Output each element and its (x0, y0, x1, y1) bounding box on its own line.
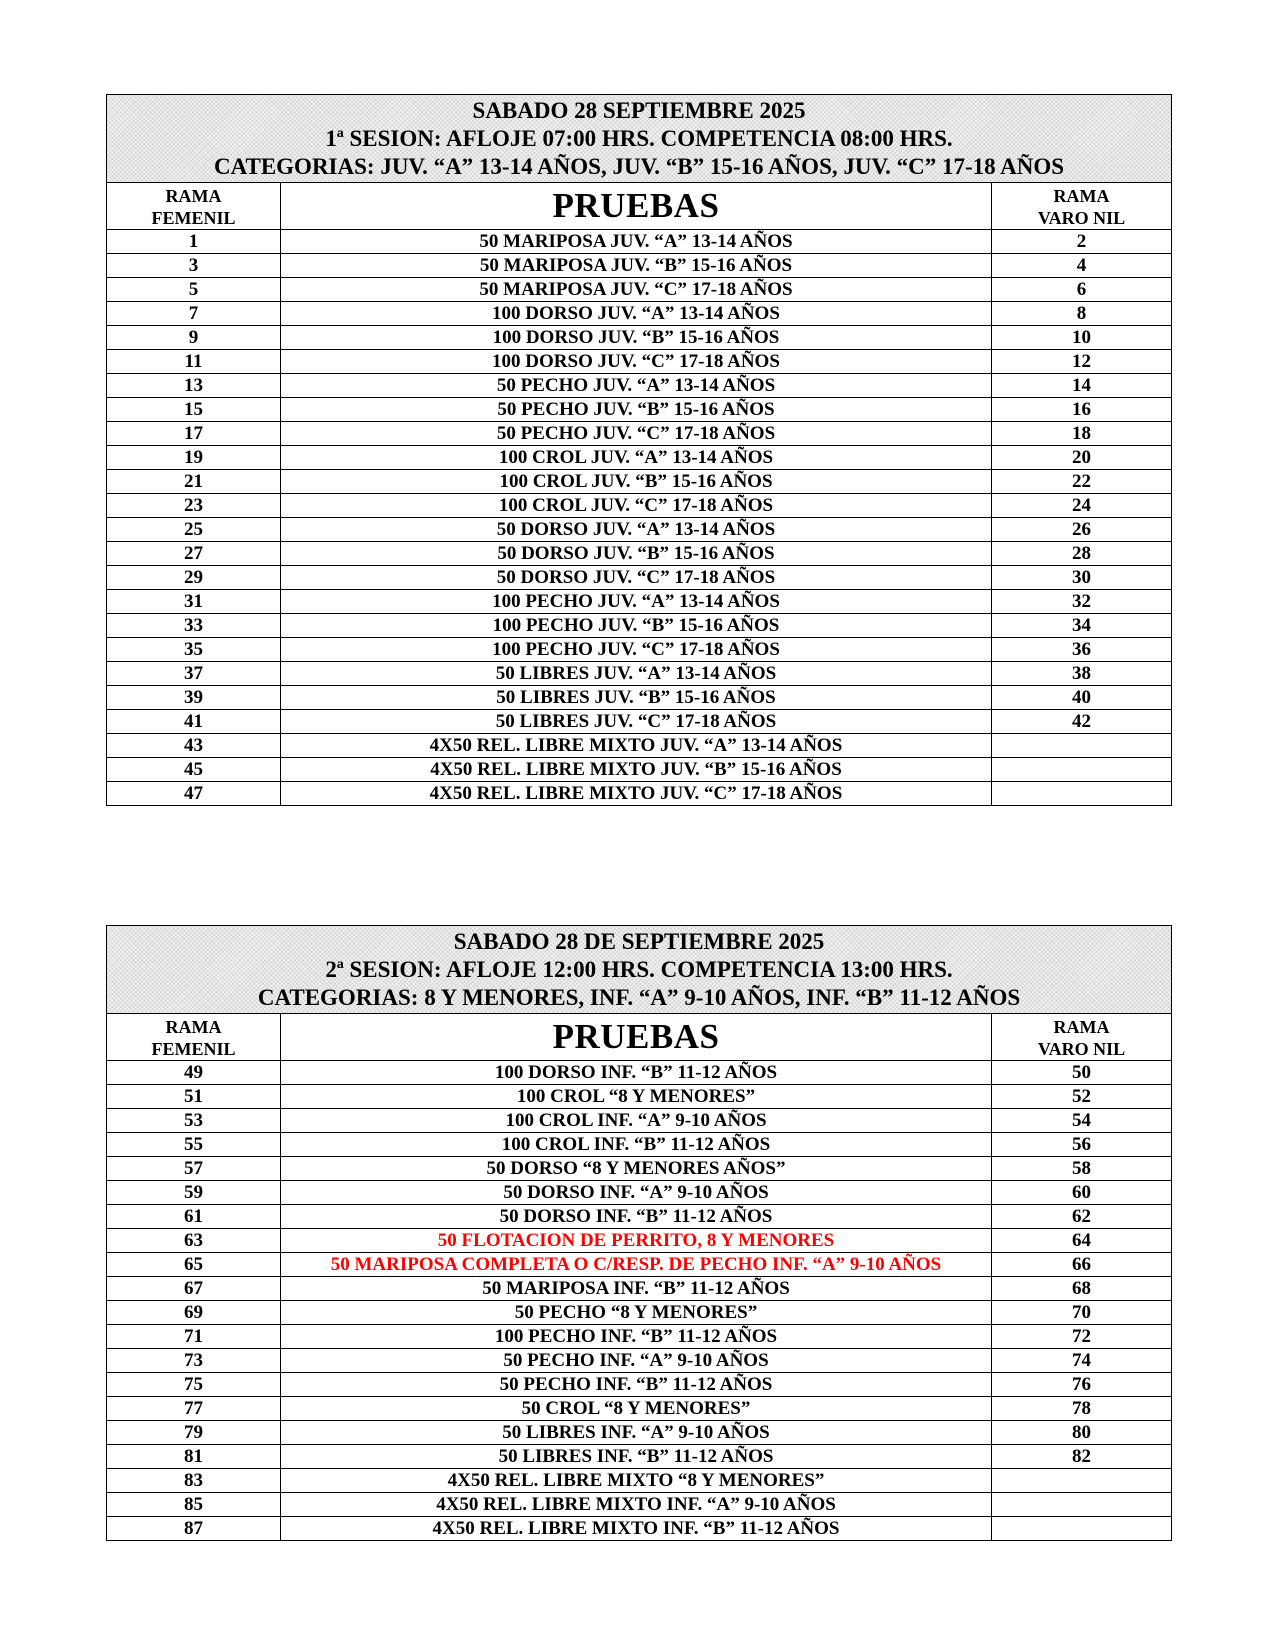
event-name: 50 DORSO JUV. “C” 17-18 AÑOS (281, 566, 992, 590)
event-name: 100 DORSO JUV. “A” 13-14 AÑOS (281, 302, 992, 326)
event-number-femenil: 37 (107, 662, 281, 686)
column-header-femenil-line1: RAMA (165, 1017, 222, 1037)
event-number-femenil: 45 (107, 758, 281, 782)
event-number-femenil: 63 (107, 1229, 281, 1253)
event-number-varonil: 40 (991, 686, 1171, 710)
table-row (107, 614, 1172, 638)
event-number-varonil: 28 (991, 542, 1171, 566)
table-row (107, 542, 1172, 566)
event-name: 50 PECHO JUV. “C” 17-18 AÑOS (281, 422, 992, 446)
event-name: 50 MARIPOSA INF. “B” 11-12 AÑOS (281, 1277, 992, 1301)
column-header-femenil-line2: FEMENIL (151, 1039, 236, 1059)
table-row (107, 1301, 1172, 1325)
event-name: 100 CROL INF. “B” 11-12 AÑOS (281, 1133, 992, 1157)
event-number-varonil: 22 (991, 470, 1171, 494)
event-number-femenil: 59 (107, 1181, 281, 1205)
table-row (107, 494, 1172, 518)
session-1-categories: CATEGORIAS: JUV. “A” 13-14 AÑOS, JUV. “B” 15-16 AÑOS, JUV. “C” 17-18 AÑOS (213, 153, 1065, 179)
event-number-varonil (991, 782, 1171, 806)
event-number-varonil: 32 (991, 590, 1171, 614)
event-number-varonil (992, 1517, 1172, 1541)
table-row (107, 1253, 1172, 1277)
event-number-femenil: 33 (107, 614, 281, 638)
column-header-varonil-line1: RAMA (1053, 1017, 1110, 1037)
table-row (107, 1469, 1172, 1493)
event-number-varonil: 20 (991, 446, 1171, 470)
table-row (107, 566, 1172, 590)
table-row (107, 1133, 1172, 1157)
table-row (107, 1517, 1172, 1541)
session-1-table (106, 94, 1172, 806)
table-row (107, 470, 1172, 494)
event-number-varonil (992, 1469, 1172, 1493)
event-number-femenil: 69 (107, 1301, 281, 1325)
event-number-femenil: 81 (107, 1445, 281, 1469)
event-number-varonil: 8 (991, 302, 1171, 326)
session-2-table (106, 925, 1172, 1541)
event-number-femenil: 87 (107, 1517, 281, 1541)
column-header-pruebas: PRUEBAS (281, 183, 992, 230)
event-number-femenil: 73 (107, 1349, 281, 1373)
column-header-femenil-line1: RAMA (165, 186, 222, 206)
event-number-femenil: 1 (107, 230, 281, 254)
event-name: 4X50 REL. LIBRE MIXTO “8 Y MENORES” (281, 1469, 992, 1493)
event-name: 50 MARIPOSA JUV. “C” 17-18 AÑOS (281, 278, 992, 302)
table-row (107, 1325, 1172, 1349)
event-number-varonil: 6 (991, 278, 1171, 302)
event-number-varonil: 14 (991, 374, 1171, 398)
event-number-femenil: 57 (107, 1157, 281, 1181)
event-number-femenil: 35 (107, 638, 281, 662)
event-number-varonil: 10 (991, 326, 1171, 350)
event-number-varonil: 74 (992, 1349, 1172, 1373)
event-number-varonil: 64 (992, 1229, 1172, 1253)
event-number-femenil: 79 (107, 1421, 281, 1445)
event-number-femenil: 75 (107, 1373, 281, 1397)
column-header-varonil-line2: VARO NIL (1037, 1039, 1126, 1059)
column-header-varonil (992, 1014, 1172, 1061)
event-number-varonil: 36 (991, 638, 1171, 662)
event-name: 50 MARIPOSA COMPLETA O C/RESP. DE PECHO INF. “A” 9-10 AÑOS (281, 1253, 992, 1277)
session-1-events (107, 230, 1172, 806)
event-number-varonil (992, 1493, 1172, 1517)
event-number-femenil: 77 (107, 1397, 281, 1421)
table-row (107, 230, 1172, 254)
event-number-varonil: 18 (991, 422, 1171, 446)
event-number-femenil: 23 (107, 494, 281, 518)
event-number-femenil: 85 (107, 1493, 281, 1517)
event-name: 100 PECHO INF. “B” 11-12 AÑOS (281, 1325, 992, 1349)
event-name: 50 PECHO INF. “A” 9-10 AÑOS (281, 1349, 992, 1373)
table-row (107, 590, 1172, 614)
event-name: 50 LIBRES INF. “B” 11-12 AÑOS (281, 1445, 992, 1469)
event-number-varonil: 82 (992, 1445, 1172, 1469)
event-number-femenil: 49 (107, 1061, 281, 1085)
event-number-varonil: 58 (992, 1157, 1172, 1181)
event-number-varonil: 4 (991, 254, 1171, 278)
table-row (107, 758, 1172, 782)
event-number-varonil: 56 (992, 1133, 1172, 1157)
session-1-schedule (106, 94, 1172, 806)
column-header-pruebas: PRUEBAS (281, 1014, 992, 1061)
event-name: 100 DORSO INF. “B” 11-12 AÑOS (281, 1061, 992, 1085)
event-name: 4X50 REL. LIBRE MIXTO INF. “B” 11-12 AÑOS (281, 1517, 992, 1541)
column-header-femenil (107, 1014, 281, 1061)
event-name: 50 PECHO INF. “B” 11-12 AÑOS (281, 1373, 992, 1397)
event-number-femenil: 47 (107, 782, 281, 806)
event-number-varonil: 54 (992, 1109, 1172, 1133)
table-row (107, 1373, 1172, 1397)
table-row (107, 1157, 1172, 1181)
event-number-femenil: 39 (107, 686, 281, 710)
event-name: 100 CROL “8 Y MENORES” (281, 1085, 992, 1109)
event-number-varonil: 66 (992, 1253, 1172, 1277)
event-name: 50 DORSO INF. “B” 11-12 AÑOS (281, 1205, 992, 1229)
event-name: 50 DORSO INF. “A” 9-10 AÑOS (281, 1181, 992, 1205)
event-number-varonil: 80 (992, 1421, 1172, 1445)
table-row (107, 1277, 1172, 1301)
table-row (107, 278, 1172, 302)
table-row (107, 782, 1172, 806)
event-number-femenil: 41 (107, 710, 281, 734)
event-name: 50 MARIPOSA JUV. “A” 13-14 AÑOS (281, 230, 992, 254)
event-number-femenil: 65 (107, 1253, 281, 1277)
event-name: 50 LIBRES JUV. “A” 13-14 AÑOS (281, 662, 992, 686)
event-number-varonil (991, 758, 1171, 782)
event-name: 50 PECHO JUV. “B” 15-16 AÑOS (281, 398, 992, 422)
event-number-femenil: 3 (107, 254, 281, 278)
column-header-femenil (107, 183, 281, 230)
event-number-femenil: 21 (107, 470, 281, 494)
event-name: 4X50 REL. LIBRE MIXTO INF. “A” 9-10 AÑOS (281, 1493, 992, 1517)
event-number-varonil: 26 (991, 518, 1171, 542)
event-number-femenil: 17 (107, 422, 281, 446)
table-row (107, 1397, 1172, 1421)
table-row (107, 326, 1172, 350)
event-name: 50 FLOTACION DE PERRITO, 8 Y MENORES (281, 1229, 992, 1253)
event-number-varonil: 78 (992, 1397, 1172, 1421)
event-name: 50 DORSO JUV. “B” 15-16 AÑOS (281, 542, 992, 566)
table-row (107, 398, 1172, 422)
table-row (107, 710, 1172, 734)
event-number-femenil: 61 (107, 1205, 281, 1229)
session-2-categories: CATEGORIAS: 8 Y MENORES, INF. “A” 9-10 AÑOS, INF. “B” 11-12 AÑOS (257, 984, 1021, 1010)
event-number-femenil: 31 (107, 590, 281, 614)
event-name: 50 CROL “8 Y MENORES” (281, 1397, 992, 1421)
event-number-varonil: 24 (991, 494, 1171, 518)
event-name: 100 PECHO JUV. “A” 13-14 AÑOS (281, 590, 992, 614)
event-name: 4X50 REL. LIBRE MIXTO JUV. “C” 17-18 AÑOS (281, 782, 992, 806)
event-name: 100 PECHO JUV. “B” 15-16 AÑOS (281, 614, 992, 638)
event-number-femenil: 55 (107, 1133, 281, 1157)
event-number-femenil: 11 (107, 350, 281, 374)
event-name: 50 MARIPOSA JUV. “B” 15-16 AÑOS (281, 254, 992, 278)
event-number-femenil: 53 (107, 1109, 281, 1133)
event-name: 100 CROL JUV. “C” 17-18 AÑOS (281, 494, 992, 518)
table-row (107, 302, 1172, 326)
table-row (107, 1349, 1172, 1373)
event-name: 50 LIBRES JUV. “B” 15-16 AÑOS (281, 686, 992, 710)
event-name: 100 PECHO JUV. “C” 17-18 AÑOS (281, 638, 992, 662)
event-number-varonil: 16 (991, 398, 1171, 422)
table-row (107, 686, 1172, 710)
session-2-schedule (106, 925, 1172, 1541)
table-row (107, 374, 1172, 398)
session-2-date: SABADO 28 DE SEPTIEMBRE 2025 (453, 928, 825, 954)
table-row (107, 1445, 1172, 1469)
event-number-femenil: 15 (107, 398, 281, 422)
table-row (107, 1181, 1172, 1205)
event-name: 100 CROL JUV. “A” 13-14 AÑOS (281, 446, 992, 470)
event-name: 4X50 REL. LIBRE MIXTO JUV. “B” 15-16 AÑOS (281, 758, 992, 782)
table-row (107, 254, 1172, 278)
event-name: 100 DORSO JUV. “B” 15-16 AÑOS (281, 326, 992, 350)
table-row (107, 1061, 1172, 1085)
event-number-varonil: 38 (991, 662, 1171, 686)
table-row (107, 1109, 1172, 1133)
event-number-femenil: 27 (107, 542, 281, 566)
event-number-varonil: 70 (992, 1301, 1172, 1325)
table-row (107, 350, 1172, 374)
event-name: 100 CROL INF. “A” 9-10 AÑOS (281, 1109, 992, 1133)
event-number-femenil: 9 (107, 326, 281, 350)
event-name: 50 LIBRES INF. “A” 9-10 AÑOS (281, 1421, 992, 1445)
table-row (107, 1205, 1172, 1229)
event-number-varonil: 76 (992, 1373, 1172, 1397)
column-header-varonil-line2: VARO NIL (1037, 208, 1126, 228)
event-number-varonil: 60 (992, 1181, 1172, 1205)
event-number-femenil: 25 (107, 518, 281, 542)
event-number-femenil: 5 (107, 278, 281, 302)
session-2-times: 2ª SESION: AFLOJE 12:00 HRS. COMPETENCIA 13:00 HRS. (325, 956, 953, 982)
event-name: 50 DORSO JUV. “A” 13-14 AÑOS (281, 518, 992, 542)
event-number-varonil: 52 (992, 1085, 1172, 1109)
session-1-times: 1ª SESION: AFLOJE 07:00 HRS. COMPETENCIA 08:00 HRS. (325, 125, 953, 151)
event-number-varonil: 62 (992, 1205, 1172, 1229)
event-number-varonil: 34 (991, 614, 1171, 638)
table-row (107, 1085, 1172, 1109)
event-name: 50 PECHO JUV. “A” 13-14 AÑOS (281, 374, 992, 398)
column-header-varonil (991, 183, 1171, 230)
event-name: 50 LIBRES JUV. “C” 17-18 AÑOS (281, 710, 992, 734)
session-2-events (107, 1061, 1172, 1541)
table-row (107, 1493, 1172, 1517)
column-header-varonil-line1: RAMA (1053, 186, 1110, 206)
event-number-varonil: 42 (991, 710, 1171, 734)
event-number-femenil: 71 (107, 1325, 281, 1349)
session-1-header (107, 95, 1172, 183)
table-row (107, 734, 1172, 758)
event-number-varonil: 2 (991, 230, 1171, 254)
column-header-femenil-line2: FEMENIL (151, 208, 236, 228)
event-number-femenil: 67 (107, 1277, 281, 1301)
event-number-varonil (991, 734, 1171, 758)
event-number-varonil: 72 (992, 1325, 1172, 1349)
event-number-femenil: 13 (107, 374, 281, 398)
event-number-femenil: 7 (107, 302, 281, 326)
event-number-varonil: 68 (992, 1277, 1172, 1301)
table-row (107, 518, 1172, 542)
event-number-varonil: 30 (991, 566, 1171, 590)
event-number-femenil: 51 (107, 1085, 281, 1109)
table-row (107, 662, 1172, 686)
table-row (107, 422, 1172, 446)
table-row (107, 1421, 1172, 1445)
event-number-varonil: 50 (992, 1061, 1172, 1085)
event-name: 50 DORSO “8 Y MENORES AÑOS” (281, 1157, 992, 1181)
table-row (107, 1229, 1172, 1253)
event-name: 100 DORSO JUV. “C” 17-18 AÑOS (281, 350, 992, 374)
event-number-femenil: 43 (107, 734, 281, 758)
event-number-femenil: 83 (107, 1469, 281, 1493)
session-1-date: SABADO 28 SEPTIEMBRE 2025 (472, 97, 806, 123)
event-number-femenil: 29 (107, 566, 281, 590)
event-number-varonil: 12 (991, 350, 1171, 374)
event-name: 4X50 REL. LIBRE MIXTO JUV. “A” 13-14 AÑOS (281, 734, 992, 758)
table-row (107, 638, 1172, 662)
session-2-header (107, 926, 1172, 1014)
table-row (107, 446, 1172, 470)
event-number-femenil: 19 (107, 446, 281, 470)
event-name: 50 PECHO “8 Y MENORES” (281, 1301, 992, 1325)
event-name: 100 CROL JUV. “B” 15-16 AÑOS (281, 470, 992, 494)
